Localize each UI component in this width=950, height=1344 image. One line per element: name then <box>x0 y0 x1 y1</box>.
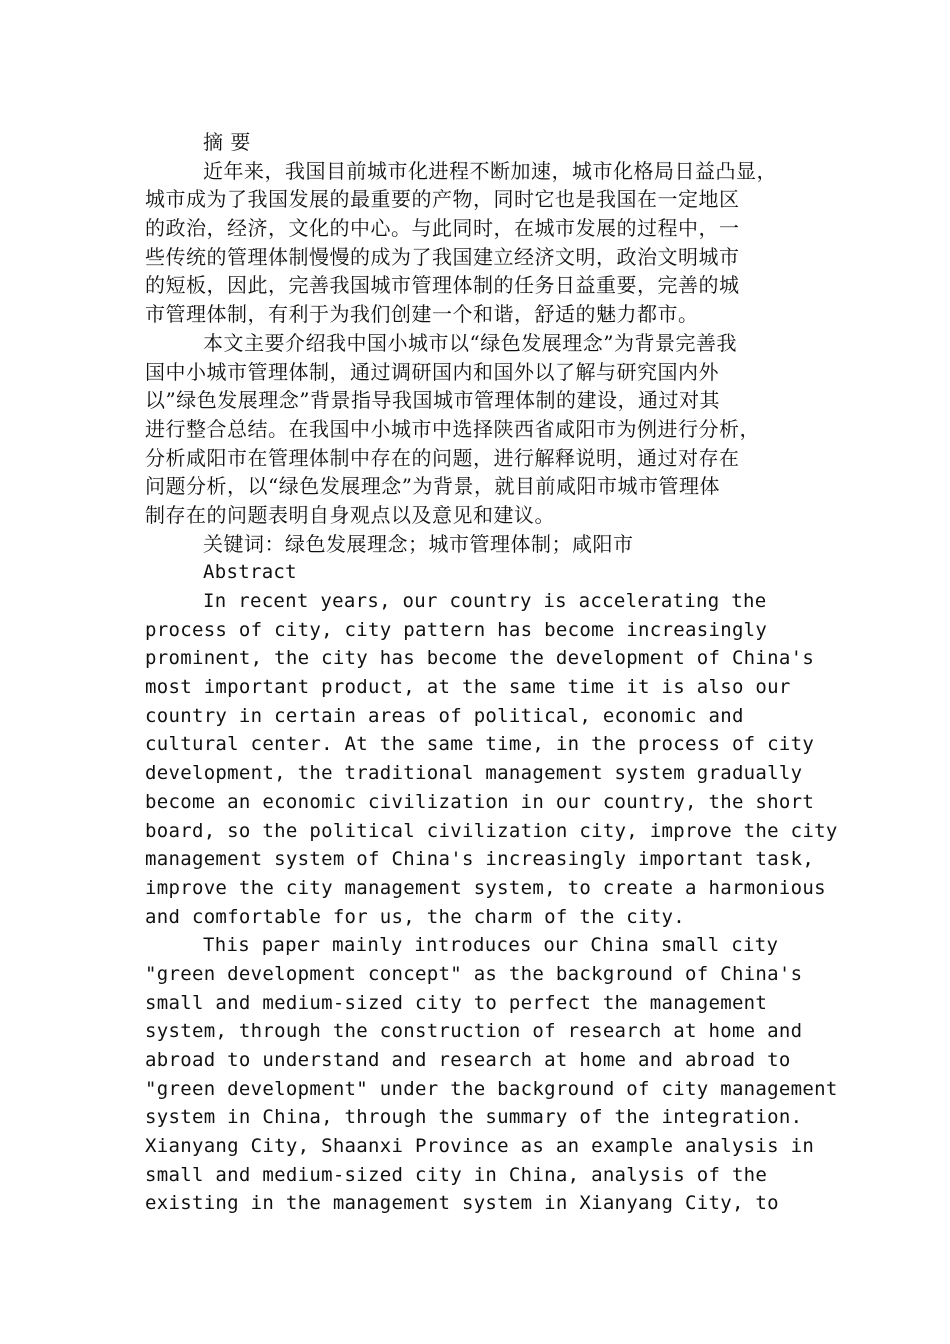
text-line: abroad to understand and research at home and abroad to <box>145 1049 791 1071</box>
abstract-cn-paragraph-1 <box>145 157 825 329</box>
keywords-line: 关键词：绿色发展理念；城市管理体制；咸阳市 <box>203 531 634 556</box>
text-line: prominent, the city has become the development of China's <box>145 647 815 670</box>
abstract-en-paragraph-1 <box>145 587 838 931</box>
text-line: 问题分析，以“绿色发展理念”为背景，就目前咸阳市城市管理体 <box>145 474 720 499</box>
text-line: small and medium-sized city in China, analysis of the <box>145 1163 768 1186</box>
abstract-en-heading: Abstract <box>203 561 297 584</box>
text-line: cultural center. At the same time, in the process of city <box>145 733 815 756</box>
text-line: system, through the construction of research at home and <box>145 1020 803 1043</box>
text-line: 市管理体制，有利于为我们创建一个和谐，舒适的魅力都市。 <box>145 302 699 327</box>
text-line: 近年来，我国目前城市化进程不断加速，城市化格局日益凸显， <box>203 158 777 183</box>
text-line: 的政治，经济，文化的中心。与此同时，在城市发展的过程中，一 <box>145 216 740 241</box>
text-line: "green development" under the background of city management <box>145 1077 838 1100</box>
text-line: 些传统的管理体制慢慢的成为了我国建立经济文明，政治文明城市 <box>145 244 740 269</box>
text-line: 城市成为了我国发展的最重要的产物，同时它也是我国在一定地区 <box>145 187 740 212</box>
text-line: become an economic civilization in our country, the short <box>145 790 815 813</box>
text-line: process of city, city pattern has become increasingly <box>145 618 768 641</box>
text-line: "green development concept" as the background of China's <box>145 962 803 985</box>
text-line: improve the city management system, to create a harmonious <box>145 876 826 899</box>
text-line: In recent years, our country is accelerating the <box>203 590 767 612</box>
text-line: This paper mainly introduces our China small city <box>203 934 779 957</box>
text-line: 国中小城市管理体制，通过调研国内和国外以了解与研究国内外 <box>145 359 719 384</box>
text-line: system in China, through the summary of the integration. <box>145 1106 803 1129</box>
text-line: most important product, at the same time it is also our <box>145 676 791 699</box>
text-line: Xianyang City, Shaanxi Province as an example analysis in <box>145 1135 815 1158</box>
text-line: 的短板，因此，完善我国城市管理体制的任务日益重要，完善的城 <box>145 273 740 298</box>
abstract-en-paragraph-2 <box>145 931 838 1218</box>
text-line: development, the traditional management system gradually <box>145 762 803 785</box>
text-line: 本文主要介绍我中国小城市以“绿色发展理念”为背景完善我 <box>203 330 737 355</box>
abstract-cn-heading: 摘 要 <box>203 130 251 154</box>
text-line: small and medium-sized city to perfect the management <box>145 991 768 1014</box>
text-line: board, so the political civilization city, improve the city <box>145 819 838 842</box>
text-line: existing in the management system in Xianyang City, to <box>145 1192 779 1215</box>
text-line: 进行整合总结。在我国中小城市中选择陕西省咸阳市为例进行分析， <box>145 416 760 441</box>
text-line: management system of China's increasingly important task, <box>145 848 815 871</box>
text-line: 制存在的问题表明自身观点以及意见和建议。 <box>145 502 555 527</box>
text-line: 以”绿色发展理念”背景指导我国城市管理体制的建设，通过对其 <box>145 388 720 413</box>
document-body <box>145 128 838 1218</box>
text-line: country in certain areas of political, economic and <box>145 704 744 727</box>
text-line: and comfortable for us, the charm of the city. <box>145 905 685 928</box>
abstract-cn-paragraph-2 <box>145 329 825 530</box>
text-line: 分析咸阳市在管理体制中存在的问题，进行解释说明，通过对存在 <box>145 445 740 470</box>
